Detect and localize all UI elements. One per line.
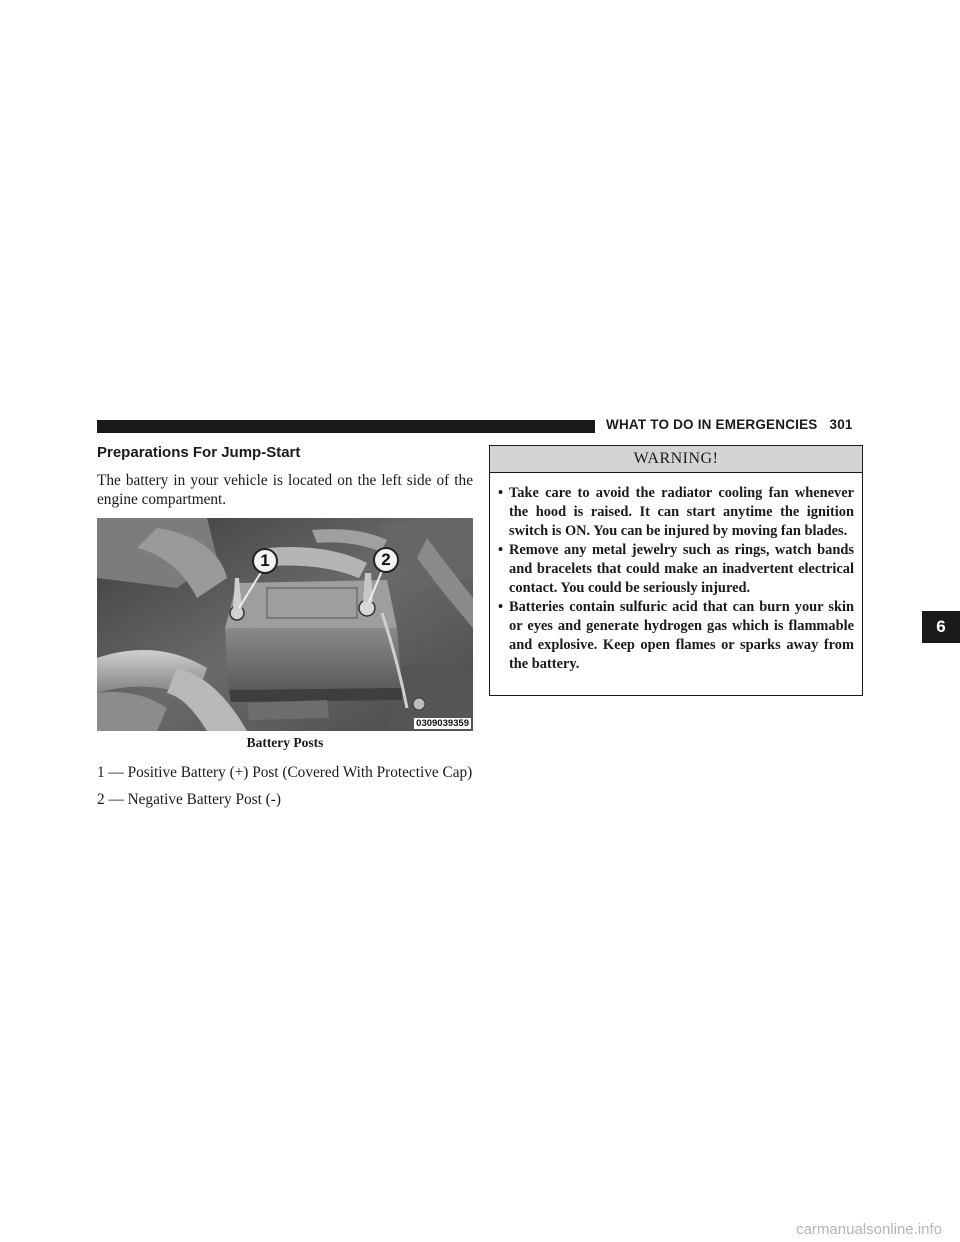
left-column bbox=[97, 444, 473, 817]
header-bar bbox=[97, 420, 595, 433]
figure-caption: Battery Posts bbox=[246, 735, 324, 750]
warning-text: Take care to avoid the radiator cooling fan whenever the hood is raised. It can start anytime the ignition switch is ON. You can be injured by moving fan blades. bbox=[509, 485, 854, 539]
section-tab[interactable]: 6 bbox=[922, 611, 960, 643]
warning-title: WARNING! bbox=[490, 446, 862, 473]
callout-2: 2 bbox=[373, 547, 399, 573]
chapter-title: WHAT TO DO IN EMERGENCIES bbox=[606, 417, 818, 432]
warning-item bbox=[498, 598, 854, 674]
warning-list bbox=[490, 473, 862, 674]
engine-bay-illustration bbox=[97, 518, 473, 731]
image-code: 0309039359 bbox=[416, 718, 469, 729]
intro-paragraph: The battery in your vehicle is located on the left side of the engine compartment. bbox=[97, 472, 473, 508]
warning-text: Batteries contain sulfuric acid that can burn your skin or eyes and generate hydrogen gas which is flammable and explosive. Keep open flames or sparks away from the battery. bbox=[509, 599, 854, 672]
bullet-icon: • bbox=[498, 542, 504, 558]
running-header bbox=[606, 417, 853, 432]
page-number: 301 bbox=[829, 417, 853, 432]
legend-item-1: 1 — Positive Battery (+) Post (Covered With Protective Cap) bbox=[97, 764, 473, 781]
section-heading: Preparations For Jump-Start bbox=[97, 444, 301, 461]
legend-item-2: 2 — Negative Battery Post (-) bbox=[97, 791, 281, 808]
warning-text: Remove any metal jewelry such as rings, watch bands and bracelets that could make an inadvertent electrical contact. You could be seriously injured. bbox=[509, 542, 854, 596]
warning-item bbox=[498, 541, 854, 598]
callout-1: 1 bbox=[252, 548, 278, 574]
bullet-icon: • bbox=[498, 485, 504, 501]
warning-item bbox=[498, 484, 854, 541]
battery-photo bbox=[97, 518, 473, 731]
bullet-icon: • bbox=[498, 599, 504, 615]
warning-box bbox=[489, 445, 863, 696]
footer-watermark[interactable]: carmanualsonline.info bbox=[796, 1221, 942, 1238]
